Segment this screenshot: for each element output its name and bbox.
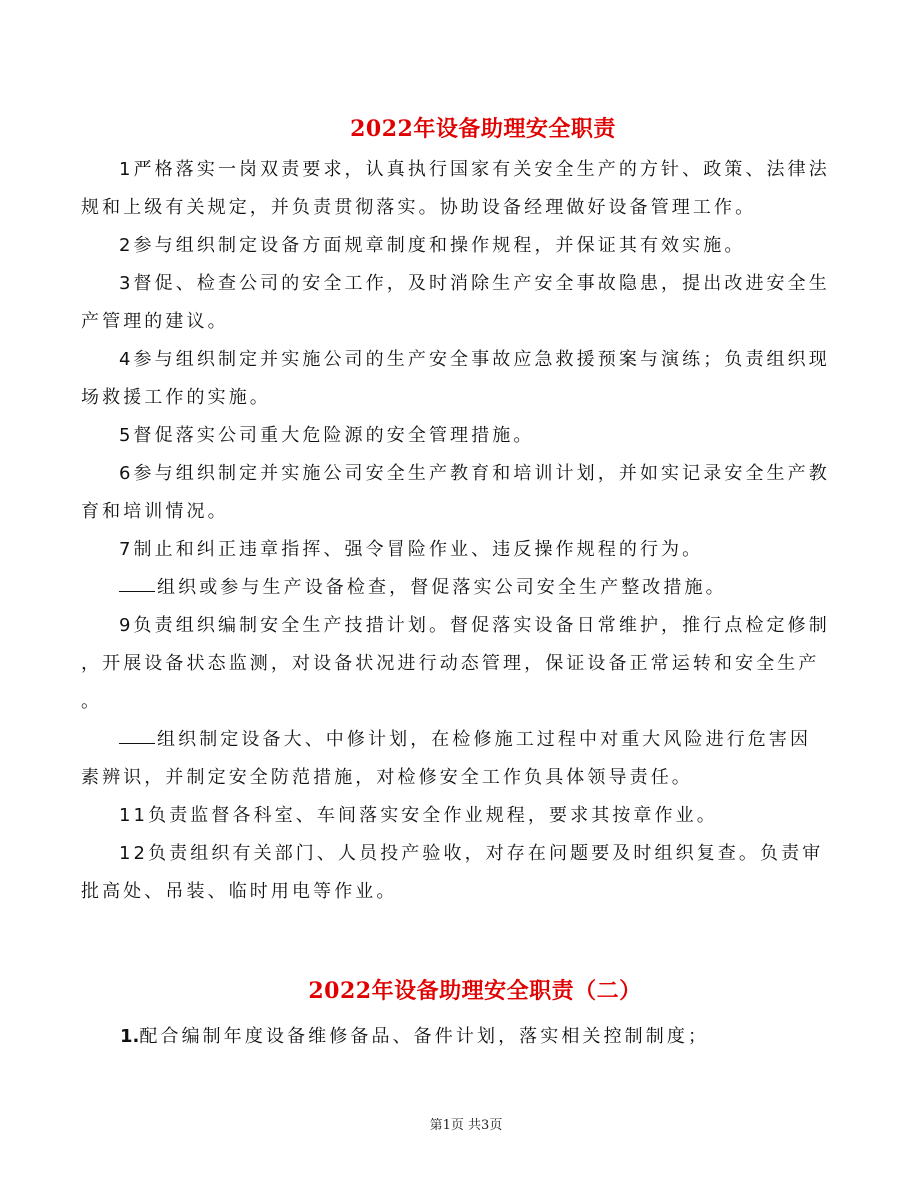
paragraph-1	[81, 151, 841, 227]
paragraph-line: 素辨识，并制定安全防范措施，对检修安全工作负具体领导责任。	[81, 767, 693, 788]
item-number: 1.	[120, 1026, 140, 1047]
paragraph-line: 育和培训情况。	[81, 501, 229, 522]
paragraph-10	[81, 721, 841, 797]
paragraph-line: 。	[81, 691, 103, 712]
paragraph-7	[81, 531, 841, 569]
paragraph-line	[81, 721, 841, 759]
paragraph-line: 规和上级有关规定，并负责贯彻落实。协助设备经理做好设备管理工作。	[81, 197, 757, 218]
paragraph-line: 4参与组织制定并实施公司的生产安全事故应急救援预案与演练；负责组织现	[119, 349, 830, 370]
list-item	[120, 1022, 709, 1052]
blank-underline	[119, 721, 155, 744]
paragraph-12	[81, 835, 841, 911]
paragraph-line: 场救援工作的实施。	[81, 387, 271, 408]
paragraph-line: 1严格落实一岗双责要求，认真执行国家有关安全生产的方针、政策、法律法	[119, 159, 830, 180]
paragraph-line: 批高处、吊装、临时用电等作业。	[81, 881, 398, 902]
paragraph-line: 7制止和纠正违章指挥、强令冒险作业、违反操作规程的行为。	[119, 539, 704, 560]
paragraph-line: 产管理的建议。	[81, 311, 229, 332]
paragraph-line: 9负责组织编制安全生产技措计划。督促落实设备日常维护，推行点检定修制	[119, 615, 830, 636]
paragraph-line: 2参与组织制定设备方面规章制度和操作规程，并保证其有效实施。	[119, 235, 746, 256]
blank-underline	[119, 569, 155, 592]
paragraph-8	[81, 569, 841, 607]
paragraph-line: ，开展设备状态监测，对设备状况进行动态管理，保证设备正常运转和安全生产	[81, 653, 820, 674]
paragraph-line: 11负责监督各科室、车间落实安全作业规程，要求其按章作业。	[119, 805, 718, 826]
paragraph-11	[81, 797, 841, 835]
paragraph-4	[81, 341, 841, 417]
paragraph-line	[81, 569, 841, 607]
paragraph-6	[81, 455, 841, 531]
paragraph-5	[81, 417, 841, 455]
paragraph-line: 5督促落实公司重大危险源的安全管理措施。	[119, 425, 535, 446]
paragraph-line: 3督促、检查公司的安全工作，及时消除生产安全事故隐患，提出改进安全生	[119, 273, 830, 294]
document-title: 2022年设备助理安全职责	[350, 116, 616, 142]
paragraph-line: 6参与组织制定并实施公司安全生产教育和培训计划，并如实记录安全生产教	[119, 463, 830, 484]
paragraph-text: 组织制定设备大、中修计划，在检修施工过程中对重大风险进行危害因	[157, 729, 812, 750]
paragraph-9	[81, 607, 841, 721]
paragraph-text: 组织或参与生产设备检查，督促落实公司安全生产整改措施。	[157, 577, 727, 598]
item-text: 配合编制年度设备维修备品、备件计划，落实相关控制制度；	[139, 1026, 710, 1047]
paragraph-2	[81, 227, 841, 265]
paragraph-line: 12负责组织有关部门、人员投产验收，对存在问题要及时组织复查。负责审	[119, 843, 824, 864]
paragraph-3	[81, 265, 841, 341]
section-title: 2022年设备助理安全职责（二）	[308, 978, 642, 1004]
document-body	[81, 151, 841, 911]
page-footer: 第1页 共3页	[429, 1118, 503, 1133]
